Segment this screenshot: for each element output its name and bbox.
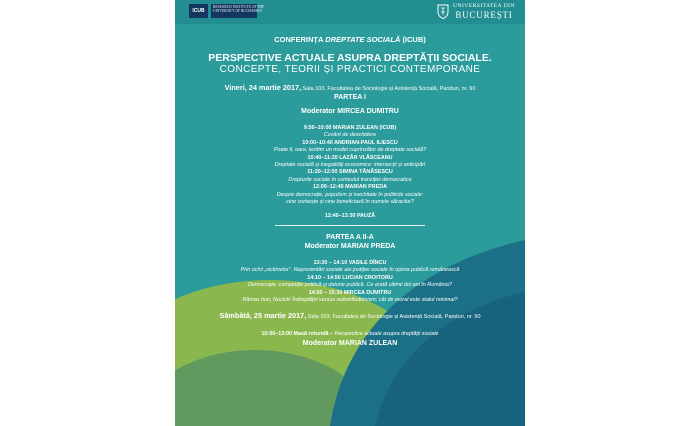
- lunch-break: 12:40–13:30 PAUZĂ: [324, 213, 376, 220]
- part1-talk-title: Dreptate socială și inegalități economice: intersecții și anticipări: [274, 162, 426, 169]
- part1-speaker: 9:50–10:00 MARIAN ZULEAN (ICUB): [303, 125, 397, 131]
- conference-name: DREPTATE SOCIALĂ: [325, 35, 401, 44]
- part2-talk-title: Prin ochii „victimelor”. Reprezentări sociale ale justiției sociale în opinia publică românească: [240, 267, 460, 274]
- day2-moderator: Moderator MARIAN ZULEAN: [302, 339, 398, 347]
- part1-talk-title: Despre democrație, populism și inechitate în politicile sociale:: [276, 191, 424, 198]
- part1-speaker: 10:00–10:40 ANDRIAN-PAUL ILIESCU: [302, 139, 398, 146]
- part2-talk-title: Democrație, competiție politică și datorie publică. Ce arată ultimii doi ani în România?: [248, 282, 452, 289]
- icub-line-2: UNIVERSITY OF BUCHAREST: [213, 9, 263, 14]
- part2-speaker: 13:30 – 14:10 VASILE DÎNCU: [313, 259, 387, 266]
- part1-moderator: Moderator MIRCEA DUMITRU: [301, 108, 399, 115]
- day1-date: Vineri, 24 martie 2017,: [224, 83, 302, 92]
- divider: [275, 225, 425, 226]
- part1-talk-title: Drepturile sociale în contextul tranziției democratice: [288, 176, 412, 183]
- part2-speaker: 14:50 – 15:30 MIRCEA DUMITRU: [308, 289, 392, 296]
- icub-logo: [189, 4, 265, 18]
- university-logo: [437, 3, 515, 20]
- part1-heading: PARTEA I: [334, 94, 366, 101]
- part1-speaker: 10:40–11:20 LAZĂR VLĂSCEANU: [307, 154, 393, 161]
- part2-speaker: 14:10 – 14:50 LUCIAN CROITORU: [307, 274, 393, 281]
- icub-wordmark: [211, 4, 265, 18]
- part2-heading: PARTEA A II-A: [326, 233, 374, 241]
- title-line-2: CONCEPTE, TEORII ȘI PRACTICI CONTEMPORANE: [219, 64, 481, 75]
- day1-line: [175, 84, 525, 93]
- crest-icon: [437, 4, 449, 19]
- day1-place: Sala 103, Facultatea de Sociologie și Asistență Socială, Panduri, nr. 90: [302, 86, 476, 92]
- roundtable-time: 10:00–13:00 Masă rotundă –: [261, 331, 334, 338]
- conference-line: [175, 35, 525, 44]
- roundtable-line: [175, 331, 525, 338]
- part1-program: [175, 125, 525, 206]
- day2-place: Sala 103, Facultatea de Sociologie și Asistență Socială, Panduri, nr. 90: [307, 314, 481, 321]
- day2-date: Sâmbătă, 25 martie 2017,: [219, 311, 307, 321]
- part1-speaker: 12:00–12:40 MARIAN PREDA: [313, 184, 387, 191]
- university-wordmark: [453, 3, 515, 20]
- part1-talk-title: cine vorbește și cine beneficiază în numele săracilor?: [286, 199, 414, 206]
- conference-poster: [175, 0, 525, 426]
- icub-line-1: RESEARCH INSTITUTE OF THE: [213, 5, 265, 9]
- university-line-2: BUCUREȘTI: [455, 10, 513, 20]
- part1-speaker: 11:20–12:00 SIMINA TĂNĂSESCU: [307, 169, 393, 176]
- part1-talk-title: Poate fi, oare, lezitim un model cuprinzător de dreptate socială?: [273, 147, 427, 154]
- part2-talk-title: Rămas bun, Nozick! Îndreptățiri versus redistribuționism; cât de moral este statul minimal?: [242, 296, 458, 303]
- part2-moderator: Moderator MARIAN PREDA: [304, 242, 396, 250]
- day2-line: [175, 312, 525, 321]
- conference-prefix: CONFERINȚA: [274, 35, 324, 44]
- icub-mark: ICUB: [189, 4, 208, 18]
- conference-suffix: (ICUB): [402, 35, 426, 44]
- roundtable-title: Perspective actuale asupra dreptății sociale: [334, 331, 439, 338]
- part2-program: [175, 260, 525, 304]
- university-line-1: UNIVERSITATEA DIN: [453, 3, 515, 9]
- poster-content: [175, 35, 525, 348]
- part1-talk-title: Cuvânt de deschidere: [323, 132, 377, 139]
- title-line-1: PERSPECTIVE ACTUALE ASUPRA DREPTĂȚII SOCIALE.: [208, 52, 492, 64]
